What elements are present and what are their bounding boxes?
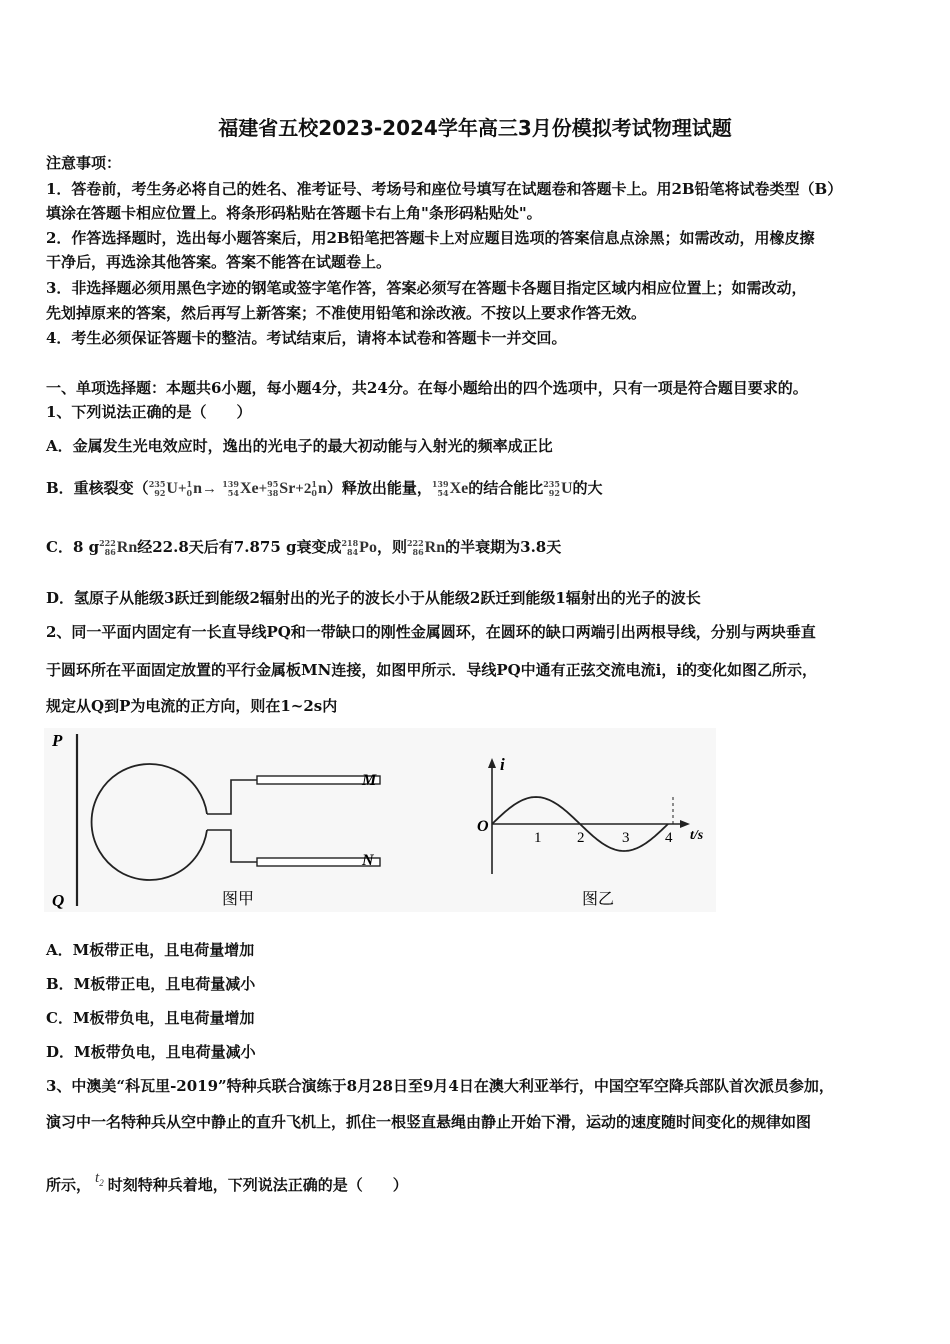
q2-line: 2、同一平面内固定有一长直导线PQ和一带缺口的刚性金属圆环，在圆环的缺口两端引出两根导线，分别与两块垂直 (46, 623, 816, 641)
nuclide-u235: 235 92 U (543, 479, 573, 498)
notice-line: 干净后，再选涂其他答案。答案不能答在试题卷上。 (46, 253, 392, 271)
nuclide-sr95: 95 38 Sr (267, 479, 296, 498)
label-m: M (362, 772, 377, 789)
nuclide-xe139: 139 54 Xe (222, 479, 259, 498)
notice-heading: 注意事项： (46, 154, 122, 172)
section-heading: 一、单项选择题：本题共6小题，每小题4分，共24分。在每小题给出的四个选项中，只有一项是符合题目要求的。 (46, 379, 808, 397)
tick-3: 3 (622, 830, 630, 846)
axis-label-t: t/s (690, 828, 704, 843)
notice-line: 填涂在答题卡相应位置上。将条形码粘贴在答题卡右上角"条形码粘贴处"。 (46, 204, 542, 222)
axis-label-i: i (500, 755, 505, 774)
nuclide-neutron: 1 0 n (186, 479, 202, 498)
q3-line: 所示， $t_2$ 时刻特种兵着地，下列说法正确的是（ ） (46, 1170, 408, 1194)
t2-symbol: $t_2$ (95, 1170, 104, 1188)
tick-1: 1 (534, 830, 542, 846)
q2-figure (44, 728, 716, 912)
q2-option-a: A．M板带正电，且电荷量增加 (46, 941, 255, 959)
notice-line: 4．考生必须保证答题卡的整洁。考试结束后，请将本试卷和答题卡一并交回。 (46, 329, 567, 347)
label-n: N (362, 852, 374, 869)
q3-line: 3、中澳美“科瓦里-2019”特种兵联合演练于8月28日至9月4日在澳大利亚举行，中国空军空降兵部队首次派员参加， (46, 1077, 834, 1095)
q1-option-a: A．金属发生光电效应时，逸出的光电子的最大初动能与入射光的频率成正比 (46, 437, 553, 455)
q1-option-c: C．8 g 222 86 Rn经22.8天后有7.875 g衰变成 218 84 Po，则 222 86 Rn的半衰期为3.8天 (46, 538, 562, 557)
notice-line: 3．非选择题必须用黑色字迹的钢笔或签字笔作答，答案必须写在答题卡各题目指定区域内相应位置上；如需改动， (46, 279, 807, 297)
nuclide-u235: 235 92 U (148, 479, 178, 498)
tick-2: 2 (577, 830, 585, 846)
label-p: P (52, 731, 63, 750)
q2-option-b: B．M板带正电，且电荷量减小 (46, 975, 256, 993)
nuclide-po218: 218 84 Po (341, 538, 377, 557)
q2-line: 于圆环所在平面固定放置的平行金属板MN连接，如图甲所示．导线PQ中通有正弦交流电流i，i的变化如图乙所示， (46, 661, 818, 679)
tick-4: 4 (665, 830, 673, 846)
caption-b: 图乙 (582, 891, 615, 908)
q2-line: 规定从Q到P为电流的正方向，则在1~2s内 (46, 697, 338, 715)
label-q: Q (52, 891, 65, 910)
nuclide-neutron: 1 0 n (311, 479, 327, 498)
q2-option-d: D．M板带负电，且电荷量减小 (46, 1043, 256, 1061)
q1-option-d: D．氢原子从能级3跃迁到能级2辐射出的光子的波长小于从能级2跃迁到能级1辐射出的光子的波长 (46, 589, 701, 607)
q1-option-b: B．重核裂变（ 235 92 U+ 1 0 n→ 139 54 Xe+ 95 38 Sr+2 1 0 n）释放出能量， 139 54 Xe的结合能比 235 92 U的大 (46, 479, 603, 498)
notice-line: 先划掉原来的答案，然后再写上新答案；不准使用铅笔和涂改液。不按以上要求作答无效。 (46, 304, 647, 322)
caption-a: 图甲 (222, 891, 255, 908)
notice-line: 1．答卷前，考生务必将自己的姓名、准考证号、考场号和座位号填写在试题卷和答题卡上。用2B铅笔将试卷类型（B） (46, 180, 843, 198)
nuclide-rn222: 222 86 Rn (99, 538, 138, 557)
q3-line: 演习中一名特种兵从空中静止的直升飞机上，抓住一根竖直悬绳由静止开始下滑，运动的速度随时间变化的规律如图 (46, 1113, 812, 1131)
page-title: 福建省五校2023-2024学年高三3月份模拟考试物理试题 (218, 116, 732, 140)
notice-line: 2．作答选择题时，选出每小题答案后，用2B铅笔把答题卡上对应题目选项的答案信息点涂黑；如需改动，用橡皮擦 (46, 229, 815, 247)
nuclide-xe139: 139 54 Xe (431, 479, 469, 498)
q1-stem: 1、下列说法正确的是（ ） (46, 403, 252, 421)
q2-option-c: C．M板带负电，且电荷量增加 (46, 1009, 255, 1027)
origin-label: O (477, 818, 489, 835)
nuclide-rn222: 222 86 Rn (406, 538, 446, 557)
